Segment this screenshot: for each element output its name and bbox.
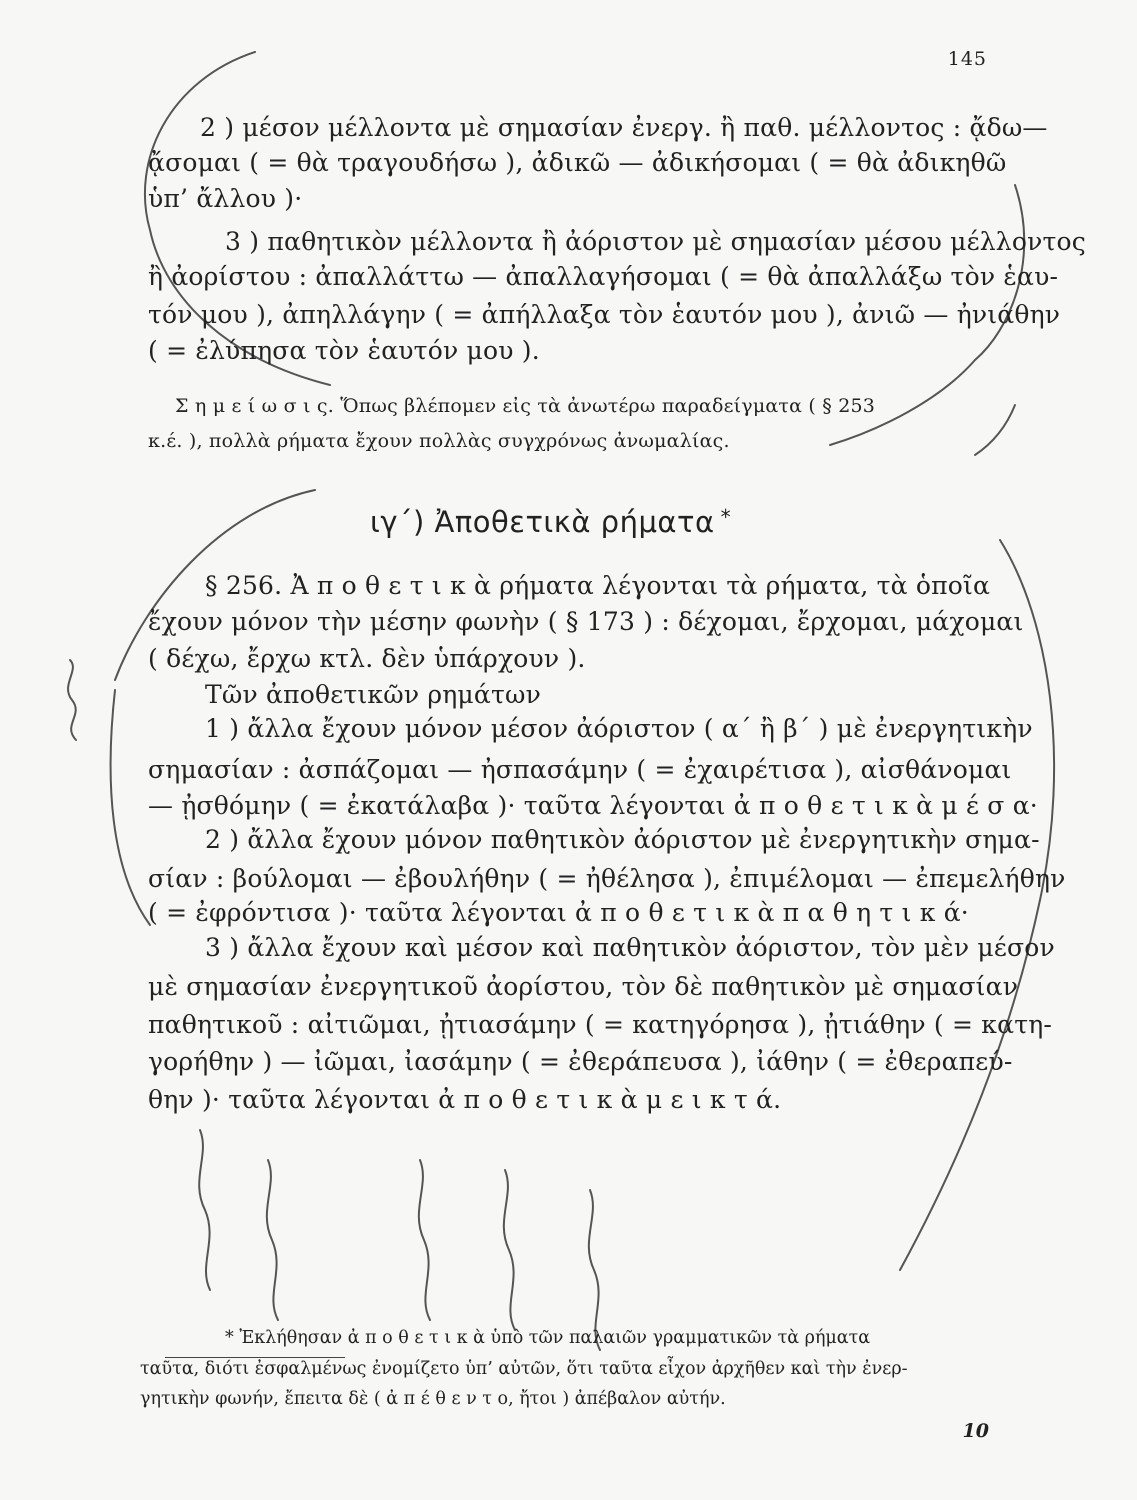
section-heading: [370, 505, 731, 539]
text-line: Τῶν ἀποθετικῶν ρημάτων: [205, 680, 541, 709]
text-line: ( δέχω, ἔρχω κτλ. δὲν ὑπάρχουν ).: [148, 644, 586, 673]
footnote-line: ταῦτα, διότι ἐσφαλμένως ἐνομίζετο ὑπ’ αὐτῶν, ὅτι ταῦτα εἶχον ἀρχῆθεν καὶ τὴν ἐνερ-: [140, 1359, 908, 1379]
text-line: 2 ) ἄλλα ἔχουν μόνον παθητικὸν ἀόριστον μὲ ἐνεργητικὴν σημα-: [205, 825, 1040, 854]
pencil-squiggle-3: [419, 1160, 430, 1320]
text-line: μὲ σημασίαν ἐνεργητικοῦ ἀορίστου, τὸν δὲ παθητικὸν μὲ σημασίαν: [148, 972, 1019, 1001]
page-number: 145: [947, 48, 987, 70]
pencil-squiggle-1: [199, 1130, 210, 1290]
note-line: Σ η μ ε ί ω σ ι ς. Ὅπως βλέπομεν εἰς τὰ ἀνωτέρω παραδείγματα ( § 253: [175, 395, 876, 417]
text-line: § 256. Ἀ π ο θ ε τ ι κ ὰ ρήματα λέγονται τὰ ρήματα, τὰ ὁποῖα: [205, 571, 991, 600]
pencil-squiggle-4: [504, 1170, 515, 1330]
text-line: θην )· ταῦτα λέγονται ἀ π ο θ ε τ ι κ ὰ μ ε ι κ τ ά.: [148, 1085, 782, 1114]
footnote-line: γητικὴν φωνήν, ἔπειτα δὲ ( ἀ π έ θ ε ν τ ο, ἤτοι ) ἀπέβαλον αὐτήν.: [140, 1389, 726, 1409]
text-line: 3 ) παθητικὸν μέλλοντα ἢ ἀόριστον μὲ σημασίαν μέσου μέλλοντος: [225, 227, 1086, 256]
text-line: 2 ) μέσον μέλλοντα μὲ σημασίαν ἐνεργ. ἢ παθ. μέλλοντος : ᾄδω—: [200, 113, 1048, 142]
footnote-divider: [165, 1357, 345, 1358]
pencil-squiggle-5: [589, 1190, 600, 1350]
section-heading-text: ιγ΄) Ἀποθετικὰ ρήματα: [370, 505, 715, 539]
pencil-tick-right: [975, 405, 1015, 455]
text-line: ἢ ἀορίστου : ἀπαλλάττω — ἀπαλλαγήσομαι ( = θὰ ἀπαλλάξω τὸν ἑαυ-: [148, 262, 1059, 291]
text-line: 3 ) ἄλλα ἔχουν καὶ μέσον καὶ παθητικὸν ἀόριστον, τὸν μὲν μέσον: [205, 933, 1055, 962]
sheet-number: 10: [962, 1420, 989, 1442]
text-line: παθητικοῦ : αἰτιῶμαι, ᾐτιασάμην ( = κατηγόρησα ), ᾐτιάθην ( = κατη-: [148, 1010, 1053, 1039]
footnote-line: * Ἐκλήθησαν ἀ π ο θ ε τ ι κ ὰ ὑπὸ τῶν παλαιῶν γραμματικῶν τὰ ρήματα: [225, 1328, 871, 1348]
text-line: σίαν : βούλομαι — ἐβουλήθην ( = ἠθέλησα ), ἐπιμέλομαι — ἐπεμελήθην: [148, 864, 1066, 893]
text-line: — ᾐσθόμην ( = ἐκατάλαβα )· ταῦτα λέγονται ἀ π ο θ ε τ ι κ ὰ μ έ σ α·: [148, 791, 1038, 820]
text-line: ( = ἐλύπησα τὸν ἑαυτόν μου ).: [148, 336, 540, 365]
text-line: ὑπ’ ἄλλου )·: [148, 184, 303, 213]
footnote-marker: *: [720, 505, 732, 529]
pencil-arc-left: [111, 690, 150, 925]
text-line: γορήθην ) — ἰῶμαι, ἰασάμην ( = ἐθεράπευσα ), ἰάθην ( = ἐθεραπεύ-: [148, 1047, 1013, 1076]
text-line: σημασίαν : ἀσπάζομαι — ἠσπασάμην ( = ἐχαιρέτισα ), αἰσθάνομαι: [148, 755, 1012, 784]
text-line: ἔχουν μόνον τὴν μέσην φωνὴν ( § 173 ) : δέχομαι, ἔρχομαι, μάχομαι: [148, 607, 1024, 636]
text-line: ᾄσομαι ( = θὰ τραγουδήσω ), ἀδικῶ — ἀδικήσομαι ( = θὰ ἀδικηθῶ: [148, 148, 1007, 177]
text-line: 1 ) ἄλλα ἔχουν μόνον μέσον ἀόριστον ( α΄ ἢ β΄ ) μὲ ἐνεργητικὴν: [205, 714, 1033, 743]
text-line: ( = ἐφρόντισα )· ταῦτα λέγονται ἀ π ο θ ε τ ι κ ὰ π α θ η τ ι κ ά·: [148, 898, 969, 927]
text-line: τόν μου ), ἀπηλλάγην ( = ἀπήλλαξα τὸν ἑαυτόν μου ), ἀνιῶ — ἠνιάθην: [148, 300, 1061, 329]
pencil-squiggle-2: [267, 1160, 278, 1320]
note-line: κ.έ. ), πολλὰ ρήματα ἔχουν πολλὰς συγχρόνως ἀνωμαλίας.: [148, 430, 730, 452]
pencil-squiggle-left: [68, 660, 76, 740]
